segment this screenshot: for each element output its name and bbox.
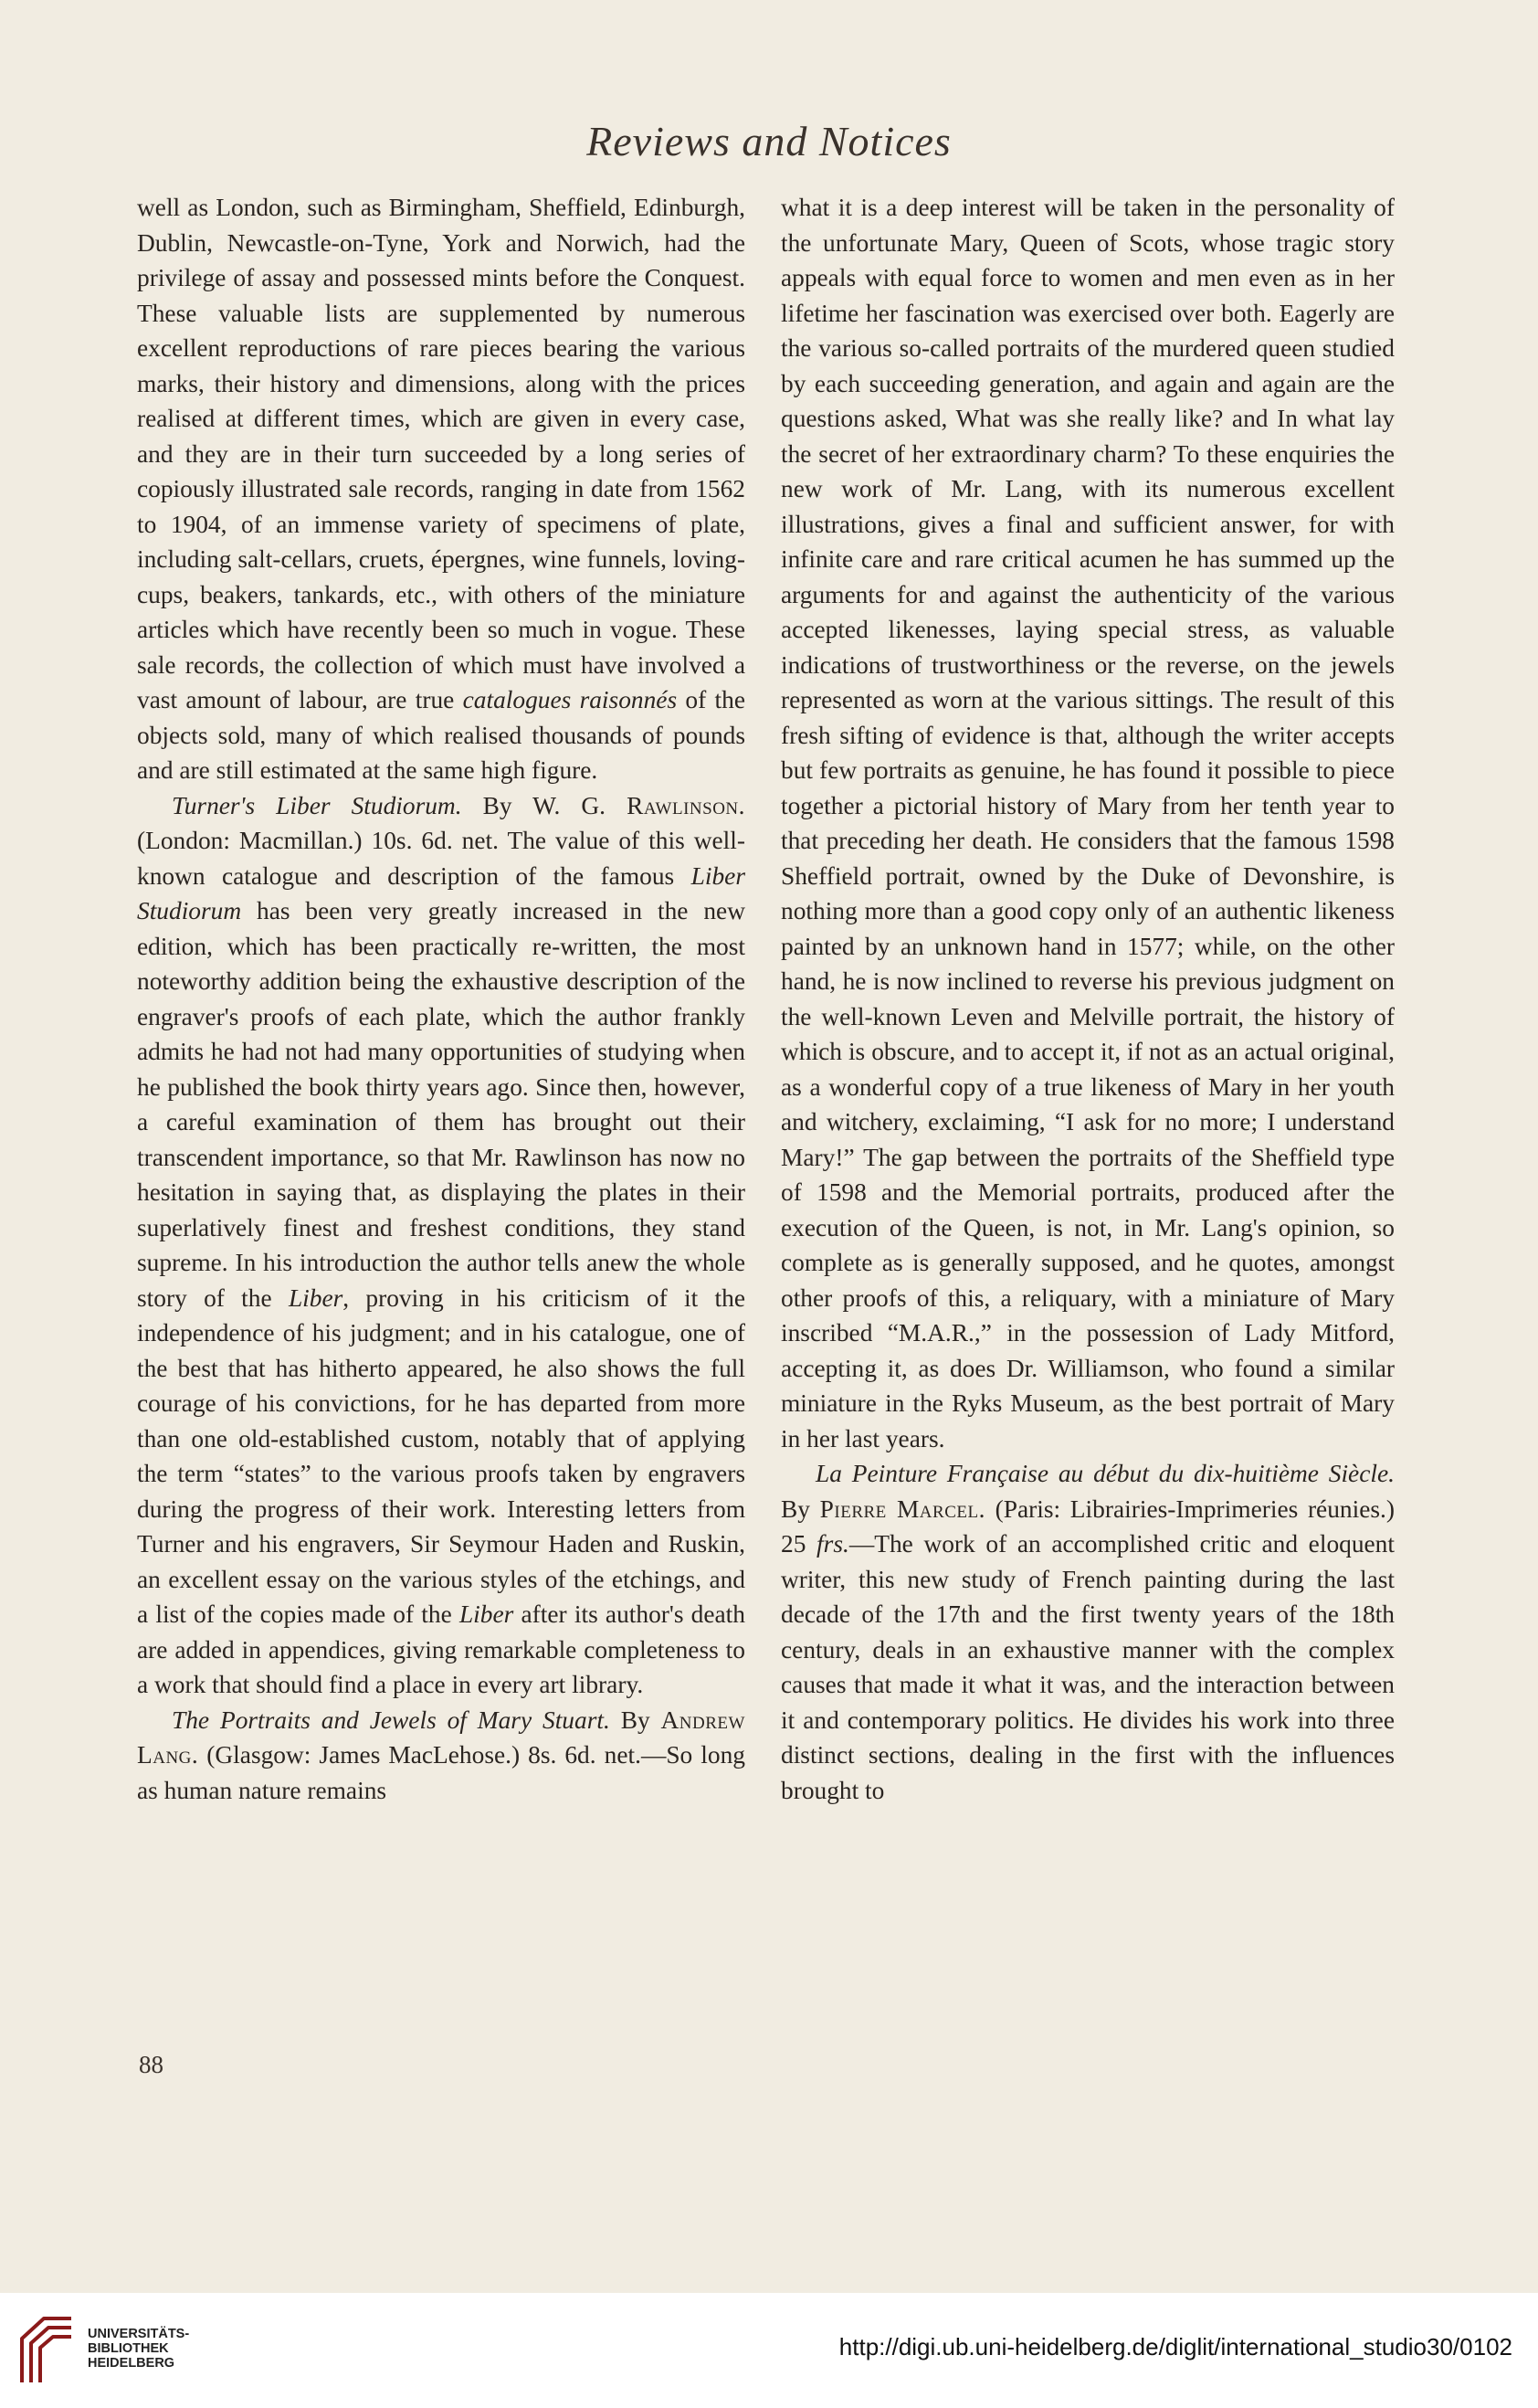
paragraph <box>781 190 1395 1456</box>
left-column <box>137 190 745 1808</box>
review-title: La Peinture Française au début du dix-huitième Siècle. <box>816 1460 1395 1487</box>
italic-phrase: Liber <box>288 1283 343 1312</box>
paragraph-text: has been very greatly increased in the new edition, which has been practically re-written, the most noteworthy addition being the exhaustive description of the engraver's proofs of each plate, which the author frankly admits he had not had many opportunities of studying when he published the book thirty years ago. Since then, however, a careful examination of them has brought out their transcendent importance, so that Mr. Rawlinson has now no hesitation in saying that, as displaying the plates in their superlatively finest and freshest conditions, they stand supreme. In his introduction the author tells anew the whole story of the <box>137 897 745 1312</box>
paragraph-text: —So long as human nature remains <box>137 1741 745 1804</box>
institution-line: BIBLIOTHEK <box>88 2341 169 2356</box>
page-number: 88 <box>139 2051 163 2078</box>
institution-line: HEIDELBERG <box>88 2356 175 2371</box>
review-turner <box>137 788 745 1703</box>
paragraph-text: —The work of an accomplished critic and eloquent writer, this new study of French painting during the last decade of the 17th and the first twenty years of the 18th century, deals in an exhaustive manner with the complex causes that made it what it was, and the interaction between it and contemporary politics. He divides his work into three distinct sections, dealing in the first with the influences brought to <box>781 1530 1395 1804</box>
review-author: Andrew Lang. <box>137 1706 745 1769</box>
review-mary-stuart <box>137 1703 745 1809</box>
paragraph-text: what it is a deep interest will be taken in the personality of the unfortunate Mary, Queen of Scots, whose tragic story appeals with equal force to women and men even as in her lifetime her fascination was exercised over both. Eagerly are the various so-called portraits of the murdered queen studied by each succeeding generation, and again and again are the questions asked, What was she really like? and In what lay the secret of her extraordinary charm? To these enquiries the new work of Mr. Lang, with its numerous excellent illustrations, gives a final and sufficient answer, for with infinite care and rare critical acumen he has summed up the arguments for and against the authenticity of the various accepted likenesses, laying special stress, as valuable indications of trustworthiness or the reverse, on the jewels represented as worn at the various sittings. The result of this fresh sifting of evidence is that, although the writer accepts but few portraits as genuine, he has found it possible to piece together a pictorial history of Mary from her tenth year to that preceding her death. He considers that the famous 1598 Sheffield portrait, owned by the Duke of Devonshire, is nothing more than a good copy only of an authentic likeness painted by an unknown hand in 1577; while, on the other hand, he is now inclined to reverse his previous judgment on the well-known Leven and Melville portrait, the history of which is obscure, and to accept it, if not as an actual original, as a wonderful copy of a true likeness of Mary in her youth and witchery, exclaiming, “I ask for no more; I understand Mary!” The gap between the portraits of the Sheffield type of 1598 and the Memorial portraits, produced after the execution of the Queen, is not, in Mr. Lang's opinion, so complete as is generally supposed, and he quotes, amongst other proofs of this, a reliquary, with a miniature of Mary inscribed “M.A.R.,” in the possession of Lady Mitford, accepting it, as does Dr. Williamson, who found a similar miniature in the Ryks Museum, as the best portrait of Mary in her last years. <box>781 194 1395 1452</box>
paragraph-text: of the objects sold, many of which realised thousands of pounds and are still estimated at the same high figure. <box>137 686 745 784</box>
review-publisher: (Glasgow: James MacLehose.) 8s. 6d. net. <box>206 1741 641 1769</box>
paragraph-text: , proving in his criticism of it the independence of his judgment; and in his catalogue, one of the best that has hitherto appeared, he also shows the full courage of his convictions, for he has departed from more than one old-established custom, notably that of applying the term “states” to the various proofs taken by engravers during the progress of their work. Interesting letters from Turner and his engravers, Sir Seymour Haden and Ruskin, an excellent essay on the various styles of the etchings, and a list of the copies made of the <box>137 1283 745 1628</box>
review-title: The Portraits and Jewels of Mary Stuart. <box>172 1706 610 1734</box>
review-by: By <box>781 1494 810 1523</box>
review-publisher: (Paris: Librairies-Imprimeries réunies.) 25 <box>781 1494 1396 1558</box>
review-by: By W. G. <box>482 791 606 819</box>
source-url-link[interactable]: http://digi.ub.uni-heidelberg.de/diglit/international_studio30/0102 <box>838 2333 1512 2360</box>
running-head: Reviews and Notices <box>586 118 952 164</box>
review-author: Pierre Marcel. <box>819 1494 985 1523</box>
review-peinture-francaise <box>781 1456 1395 1808</box>
italic-phrase: catalogues raisonnés <box>462 686 678 713</box>
review-publisher: (London: Macmillan.) 10s. 6d. net. <box>137 827 499 854</box>
library-logo-icon <box>16 2313 77 2386</box>
paragraph-text: well as London, such as Birmingham, Sheffield, Edinburgh, Dublin, Newcastle-on-Tyne, York and Norwich, had the privilege of assay and possessed mints before the Conquest. These valuable lists are supplemented by numerous excellent reproductions of rare pieces bearing the various marks, their history and dimensions, along with the prices realised at different times, which are given in every case, and they are in their turn succeeded by a long series of copiously illustrated sale records, ranging in date from 1562 to 1904, of an immense variety of specimens of plate, including salt-cellars, cruets, épergnes, wine funnels, loving-cups, beakers, tankards, etc., with others of the miniature articles which have recently been so much in vogue. These sale records, the collection of which must have involved a vast amount of labour, are true <box>137 194 745 713</box>
institution-line: UNIVERSITÄTS- <box>88 2327 190 2341</box>
paragraph-text: The value of this well-known catalogue and description of the famous <box>137 827 745 890</box>
review-author: Rawlinson. <box>627 791 745 819</box>
institution-name <box>88 2327 189 2371</box>
paragraph-text: after its author's death are added in appendices, giving remarkable completeness to a work that should find a place in every art library. <box>137 1600 745 1698</box>
review-title: Turner's Liber Studiorum. <box>172 791 462 819</box>
italic-phrase: frs. <box>816 1530 849 1558</box>
italic-phrase: Liber <box>458 1600 514 1628</box>
paragraph <box>137 190 745 788</box>
right-column <box>781 190 1395 1808</box>
italic-phrase: Liber Studiorum <box>137 861 745 924</box>
review-by: By <box>620 1706 650 1734</box>
